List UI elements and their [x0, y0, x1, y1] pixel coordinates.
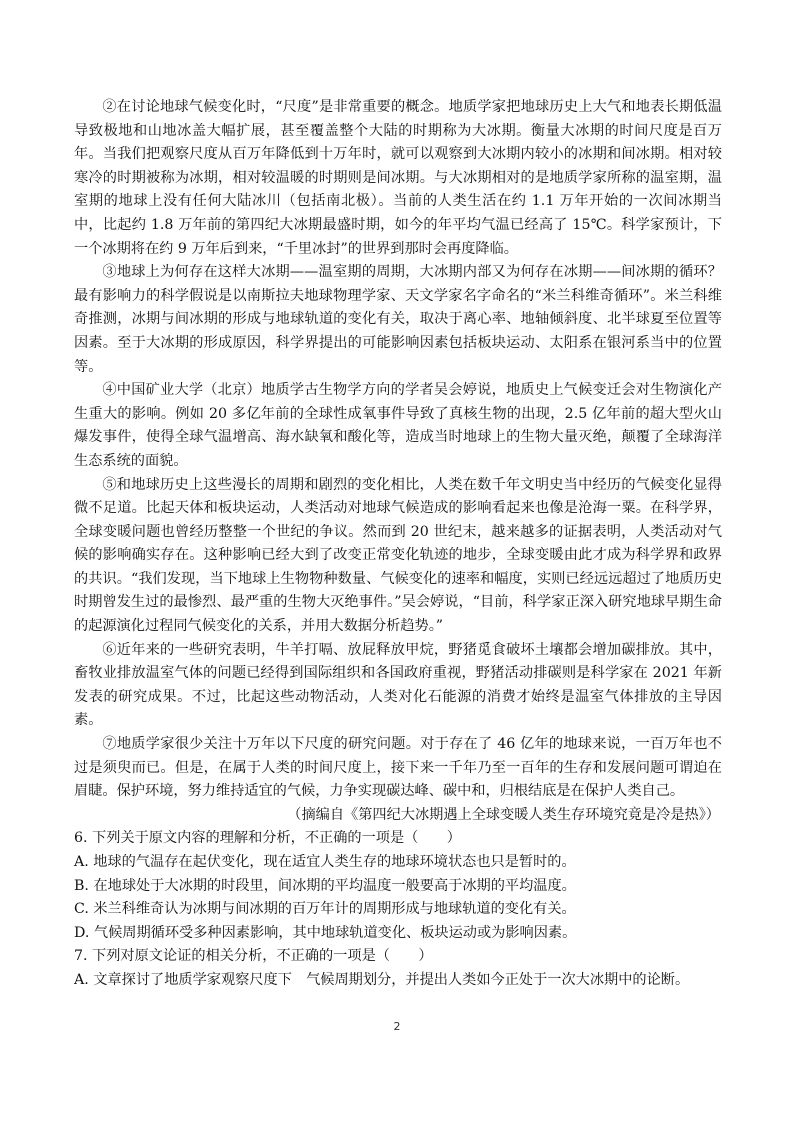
- paragraph-3: ③地球上为何存在这样大冰期——温室期的周期，大冰期内部又为何存在冰期——间冰期的循环？最有影响力的科学假说是以南斯拉夫地球物理学家、天文学家名字命名的“米兰科维奇循环”。米兰科维奇推测，冰期与间冰期的形成与地球轨道的变化有关，取决于离心率、地轴倾斜度、北半球夏至位置等因素。至于大冰期的形成原因，科学界提出的可能影响因素包括板块运动、太阳系在银河系当中的位置等。: [74, 264, 722, 375]
- question-6-option-c: C. 米兰科维奇认为冰期与间冰期的百万年计的周期形成与地球轨道的变化有关。: [74, 901, 576, 918]
- question-6-stem: 6. 下列关于原文内容的理解和分析，不正确的一项是（ ）: [74, 830, 461, 847]
- question-6-option-d: D. 气候周期循环受多种因素影响，其中地球轨道变化、板块运动或为影响因素。: [74, 924, 577, 941]
- source-citation: （摘编自《第四纪大冰期遇上全球变暖人类生存环境究竟是冷是热》）: [287, 806, 720, 823]
- paragraph-2: ②在讨论地球气候变化时，“尺度”是非常重要的概念。地质学家把地球历史上大气和地表长期低温导致极地和山地冰盖大幅扩展，甚至覆盖整个大陆的时期称为大冰期。衡量大冰期的时间尺度是百万年。当我们把观察尺度从百万年降低到十万年时，就可以观察到大冰期内较小的冰期和间冰期。相对较寒冷的时期被称为冰期，相对较温暖的时期则是间冰期。与大冰期相对的是地质学家所称的温室期，温室期的地球上没有任何大陆冰川（包括南北极）。当前的人类生活在约 1.1 万年开始的一次间冰期当中，比起约 1.8 万年前的第四纪大冰期最盛时期，如今的年平均气温已经高了 15℃。科学家预计，下一个冰期将在约 9 万年后到来，“千里冰封”的世界到那时会再度降临。: [74, 99, 722, 257]
- paragraph-4: ④中国矿业大学（北京）地质学古生物学方向的学者吴会婷说，地质史上气候变迁会对生物演化产生重大的影响。例如 20 多亿年前的全球性成氧事件导致了真核生物的出现，2.5 亿年前的超大型火山爆发事件，使得全球气温增高、海水缺氧和酸化等，造成当时地球上的生物大量灭绝，颠覆了全球海洋生态系统的面貌。: [74, 382, 722, 469]
- question-6-option-a: A. 地球的气温存在起伏变化，现在适宜人类生存的地球环境状态也只是暂时的。: [74, 854, 576, 870]
- paragraph-7: ⑦地质学家很少关注十万年以下尺度的研究问题。对于存在了 46 亿年的地球来说，一百万年也不过是须臾而已。但是，在属于人类的时间尺度上，接下来一千年乃至一百年的生存和发展问题可谓迫在眉睫。保护环境，努力维持适宜的气候，力争实现碳达峰、碳中和，归根结底是在保护人类自己。: [74, 736, 722, 800]
- question-7-option-a: A. 文章探讨了地质学家观察尺度下 气候周期划分，并提出人类如今正处于一次大冰期中的论断。: [74, 971, 690, 988]
- page-number: 2: [393, 1020, 401, 1033]
- question-6-option-b: B. 在地球处于大冰期的时段里，间冰期的平均温度一般要高于冰期的平均温度。: [74, 877, 576, 894]
- paragraph-6: ⑥近年来的一些研究表明，牛羊打嗝、放屁释放甲烷，野猪觅食破坏土壤都会增加碳排放。其中，畜牧业排放温室气体的问题已经得到国际组织和各国政府重视，野猪活动排碳则是科学家在 2021 年新发表的研究成果。不过，比起这些动物活动，人类对化石能源的消费才始终是温室气体排放的主导因素。: [74, 641, 722, 729]
- document-body: [74, 96, 722, 993]
- question-7-stem: 7. 下列对原文论证的相关分析，不正确的一项是（ ）: [74, 948, 433, 965]
- paragraph-5: ⑤和地球历史上这些漫长的周期和剧烈的变化相比，人类在数千年文明史当中经历的气候变化显得微不足道。比起天体和板块运动，人类活动对地球气候造成的影响看起来也像是沧海一粟。在科学界，全球变暖问题也曾经历整整一个世纪的争议。然而到 20 世纪末，越来越多的证据表明，人类活动对气候的影响确实存在。这种影响已经大到了改变正常变化轨迹的地步，全球变暖由此才成为科学界和政界的共识。“我们发现，当下地球上生物物种数量、气候变化的速率和幅度，实则已经远远超过了地质历史时期曾发生过的最惨烈、最严重的生物大灭绝事件。”吴会婷说，“目前，科学家正深入研究地球早期生命的起源演化过程同气候变化的关系，并用大数据分析趋势。”: [74, 476, 722, 635]
